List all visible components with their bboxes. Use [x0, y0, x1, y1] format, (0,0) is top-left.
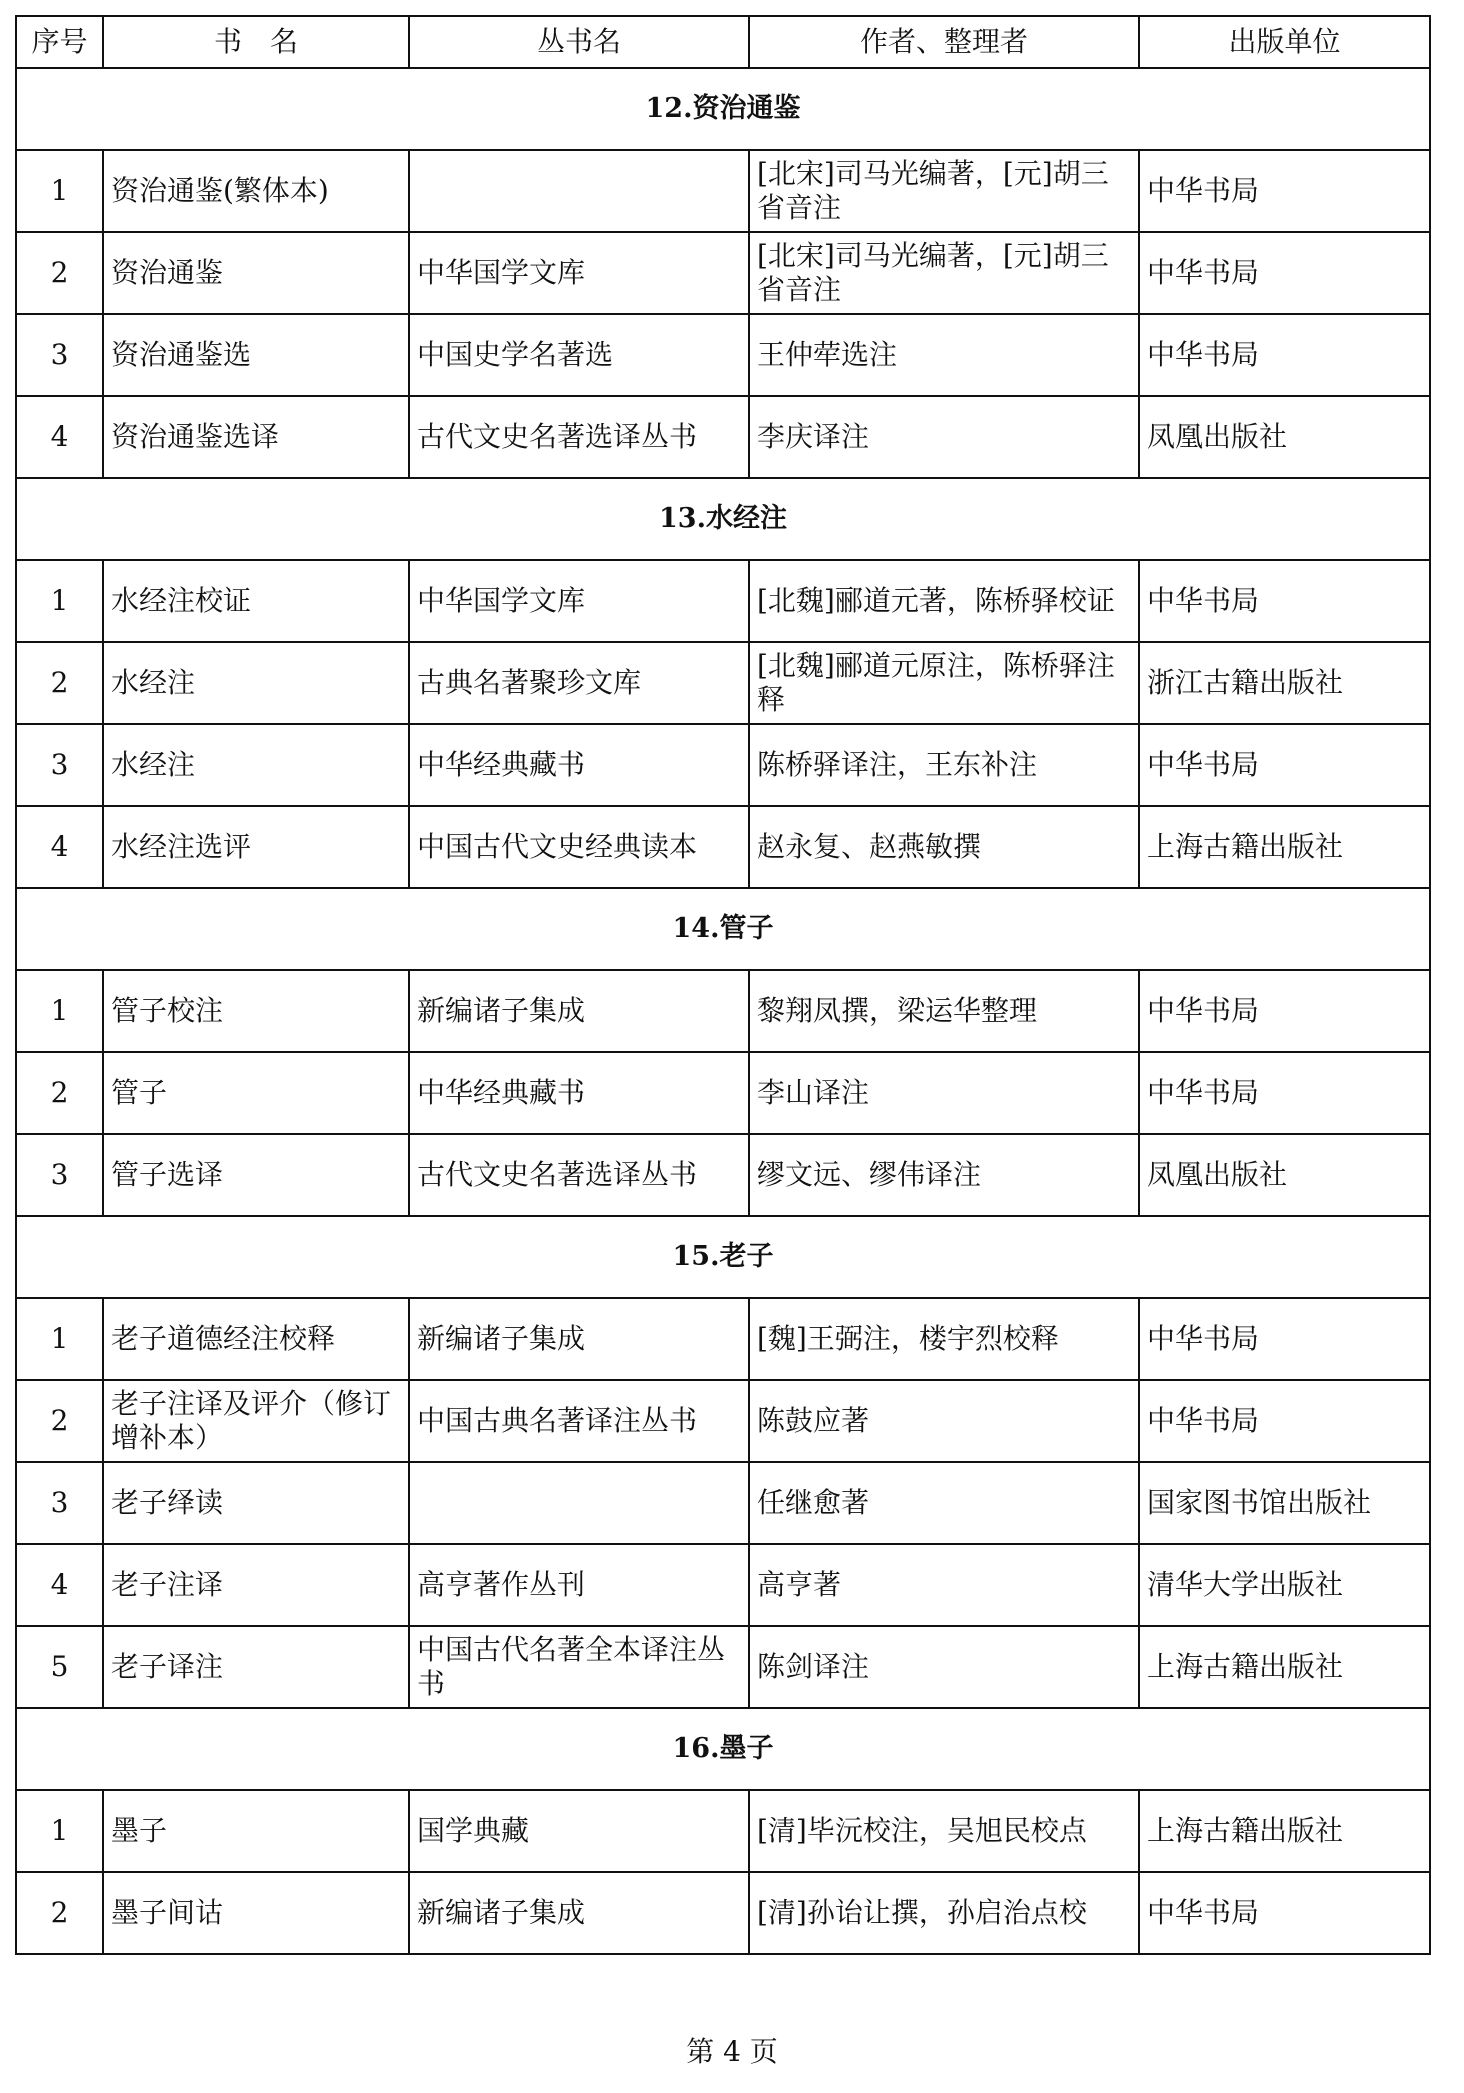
publisher-cell: 中华书局 — [1139, 1052, 1430, 1134]
book-title-cell: 水经注 — [103, 642, 409, 724]
publisher-cell: 上海古籍出版社 — [1139, 1790, 1430, 1872]
book-title-cell: 老子注译及评介（修订增补本） — [103, 1380, 409, 1462]
author-editor-cell: 陈桥驿译注，王东补注 — [749, 724, 1139, 806]
table-row — [16, 724, 1430, 806]
serial-number-cell: 1 — [16, 150, 103, 232]
series-name-cell: 中国史学名著选 — [409, 314, 749, 396]
book-title-cell: 资治通鉴选 — [103, 314, 409, 396]
publisher-cell: 国家图书馆出版社 — [1139, 1462, 1430, 1544]
table-row — [16, 1134, 1430, 1216]
table-row — [16, 1872, 1430, 1954]
table-row — [16, 1790, 1430, 1872]
serial-number-cell: 3 — [16, 1462, 103, 1544]
book-title-cell: 资治通鉴 — [103, 232, 409, 314]
table-row — [16, 1462, 1430, 1544]
book-title-cell: 资治通鉴(繁体本) — [103, 150, 409, 232]
serial-number-cell: 4 — [16, 396, 103, 478]
header-serial-number: 序号 — [16, 16, 103, 68]
table-row — [16, 806, 1430, 888]
book-title-cell: 老子绎读 — [103, 1462, 409, 1544]
serial-number-cell: 3 — [16, 314, 103, 396]
section-heading-row — [16, 68, 1430, 150]
table-row — [16, 150, 1430, 232]
header-book-title: 书 名 — [103, 16, 409, 68]
author-editor-cell: 缪文远、缪伟译注 — [749, 1134, 1139, 1216]
page-number: 第 4 页 — [686, 2035, 778, 2068]
author-editor-cell: [清]毕沅校注，吴旭民校点 — [749, 1790, 1139, 1872]
serial-number-cell: 1 — [16, 560, 103, 642]
series-name-cell — [409, 150, 749, 232]
author-editor-cell: 李庆译注 — [749, 396, 1139, 478]
publisher-cell: 中华书局 — [1139, 560, 1430, 642]
publisher-cell: 清华大学出版社 — [1139, 1544, 1430, 1626]
author-editor-cell: 黎翔凤撰，梁运华整理 — [749, 970, 1139, 1052]
publisher-cell: 中华书局 — [1139, 1298, 1430, 1380]
series-name-cell: 国学典藏 — [409, 1790, 749, 1872]
table-row — [16, 314, 1430, 396]
publisher-cell: 凤凰出版社 — [1139, 1134, 1430, 1216]
author-editor-cell: [北魏]郦道元著，陈桥驿校证 — [749, 560, 1139, 642]
header-series-name: 丛书名 — [409, 16, 749, 68]
table-row — [16, 1626, 1430, 1708]
table-row — [16, 396, 1430, 478]
book-title-cell: 水经注校证 — [103, 560, 409, 642]
publisher-cell: 上海古籍出版社 — [1139, 806, 1430, 888]
section-title: 13.水经注 — [16, 478, 1430, 560]
section-title: 15.老子 — [16, 1216, 1430, 1298]
header-author-editor: 作者、整理者 — [749, 16, 1139, 68]
series-name-cell: 中华国学文库 — [409, 232, 749, 314]
section-heading-row — [16, 478, 1430, 560]
section-title: 14.管子 — [16, 888, 1430, 970]
book-title-cell: 管子选译 — [103, 1134, 409, 1216]
serial-number-cell: 3 — [16, 1134, 103, 1216]
table-row — [16, 232, 1430, 314]
book-title-cell: 资治通鉴选译 — [103, 396, 409, 478]
book-title-cell: 墨子 — [103, 1790, 409, 1872]
series-name-cell: 古典名著聚珍文库 — [409, 642, 749, 724]
table-row — [16, 970, 1430, 1052]
serial-number-cell: 3 — [16, 724, 103, 806]
author-editor-cell: 任继愈著 — [749, 1462, 1139, 1544]
author-editor-cell: [魏]王弼注，楼宇烈校释 — [749, 1298, 1139, 1380]
serial-number-cell: 2 — [16, 232, 103, 314]
series-name-cell: 中华经典藏书 — [409, 724, 749, 806]
author-editor-cell: [北魏]郦道元原注，陈桥驿注释 — [749, 642, 1139, 724]
table-body — [16, 68, 1430, 1954]
publisher-cell: 中华书局 — [1139, 724, 1430, 806]
series-name-cell: 中华国学文库 — [409, 560, 749, 642]
author-editor-cell: 王仲荦选注 — [749, 314, 1139, 396]
author-editor-cell: 李山译注 — [749, 1052, 1139, 1134]
author-editor-cell: 赵永复、赵燕敏撰 — [749, 806, 1139, 888]
table-row — [16, 1052, 1430, 1134]
serial-number-cell: 2 — [16, 1052, 103, 1134]
table-row — [16, 1380, 1430, 1462]
author-editor-cell: [北宋]司马光编著，[元]胡三省音注 — [749, 150, 1139, 232]
series-name-cell: 古代文史名著选译丛书 — [409, 396, 749, 478]
series-name-cell: 中国古典名著译注丛书 — [409, 1380, 749, 1462]
publisher-cell: 上海古籍出版社 — [1139, 1626, 1430, 1708]
book-title-cell: 老子译注 — [103, 1626, 409, 1708]
series-name-cell: 高亨著作丛刊 — [409, 1544, 749, 1626]
series-name-cell: 中国古代名著全本译注丛书 — [409, 1626, 749, 1708]
publisher-cell: 中华书局 — [1139, 1380, 1430, 1462]
serial-number-cell: 2 — [16, 1872, 103, 1954]
book-title-cell: 管子校注 — [103, 970, 409, 1052]
serial-number-cell: 4 — [16, 1544, 103, 1626]
serial-number-cell: 5 — [16, 1626, 103, 1708]
table-row — [16, 1544, 1430, 1626]
section-title: 12.资治通鉴 — [16, 68, 1430, 150]
table-header-row — [16, 16, 1430, 68]
book-title-cell: 管子 — [103, 1052, 409, 1134]
book-title-cell: 水经注 — [103, 724, 409, 806]
publisher-cell: 中华书局 — [1139, 232, 1430, 314]
table-row — [16, 642, 1430, 724]
publisher-cell: 中华书局 — [1139, 970, 1430, 1052]
publisher-cell: 中华书局 — [1139, 1872, 1430, 1954]
author-editor-cell: 高亨著 — [749, 1544, 1139, 1626]
serial-number-cell: 2 — [16, 642, 103, 724]
book-title-cell: 水经注选评 — [103, 806, 409, 888]
book-title-cell: 墨子间诂 — [103, 1872, 409, 1954]
section-heading-row — [16, 1216, 1430, 1298]
serial-number-cell: 1 — [16, 1790, 103, 1872]
author-editor-cell: 陈鼓应著 — [749, 1380, 1139, 1462]
author-editor-cell: 陈剑译注 — [749, 1626, 1139, 1708]
author-editor-cell: [清]孙诒让撰，孙启治点校 — [749, 1872, 1139, 1954]
serial-number-cell: 1 — [16, 970, 103, 1052]
section-heading-row — [16, 888, 1430, 970]
series-name-cell: 新编诸子集成 — [409, 1298, 749, 1380]
section-title: 16.墨子 — [16, 1708, 1430, 1790]
header-publisher: 出版单位 — [1139, 16, 1430, 68]
series-name-cell: 古代文史名著选译丛书 — [409, 1134, 749, 1216]
publisher-cell: 浙江古籍出版社 — [1139, 642, 1430, 724]
publisher-cell: 凤凰出版社 — [1139, 396, 1430, 478]
publisher-cell: 中华书局 — [1139, 150, 1430, 232]
serial-number-cell: 4 — [16, 806, 103, 888]
book-title-cell: 老子道德经注校释 — [103, 1298, 409, 1380]
serial-number-cell: 2 — [16, 1380, 103, 1462]
series-name-cell: 新编诸子集成 — [409, 970, 749, 1052]
series-name-cell: 中华经典藏书 — [409, 1052, 749, 1134]
book-title-cell: 老子注译 — [103, 1544, 409, 1626]
serial-number-cell: 1 — [16, 1298, 103, 1380]
table-row — [16, 560, 1430, 642]
series-name-cell: 中国古代文史经典读本 — [409, 806, 749, 888]
book-list-table — [15, 15, 1431, 1955]
table-row — [16, 1298, 1430, 1380]
publisher-cell: 中华书局 — [1139, 314, 1430, 396]
author-editor-cell: [北宋]司马光编著，[元]胡三省音注 — [749, 232, 1139, 314]
series-name-cell — [409, 1462, 749, 1544]
series-name-cell: 新编诸子集成 — [409, 1872, 749, 1954]
section-heading-row — [16, 1708, 1430, 1790]
